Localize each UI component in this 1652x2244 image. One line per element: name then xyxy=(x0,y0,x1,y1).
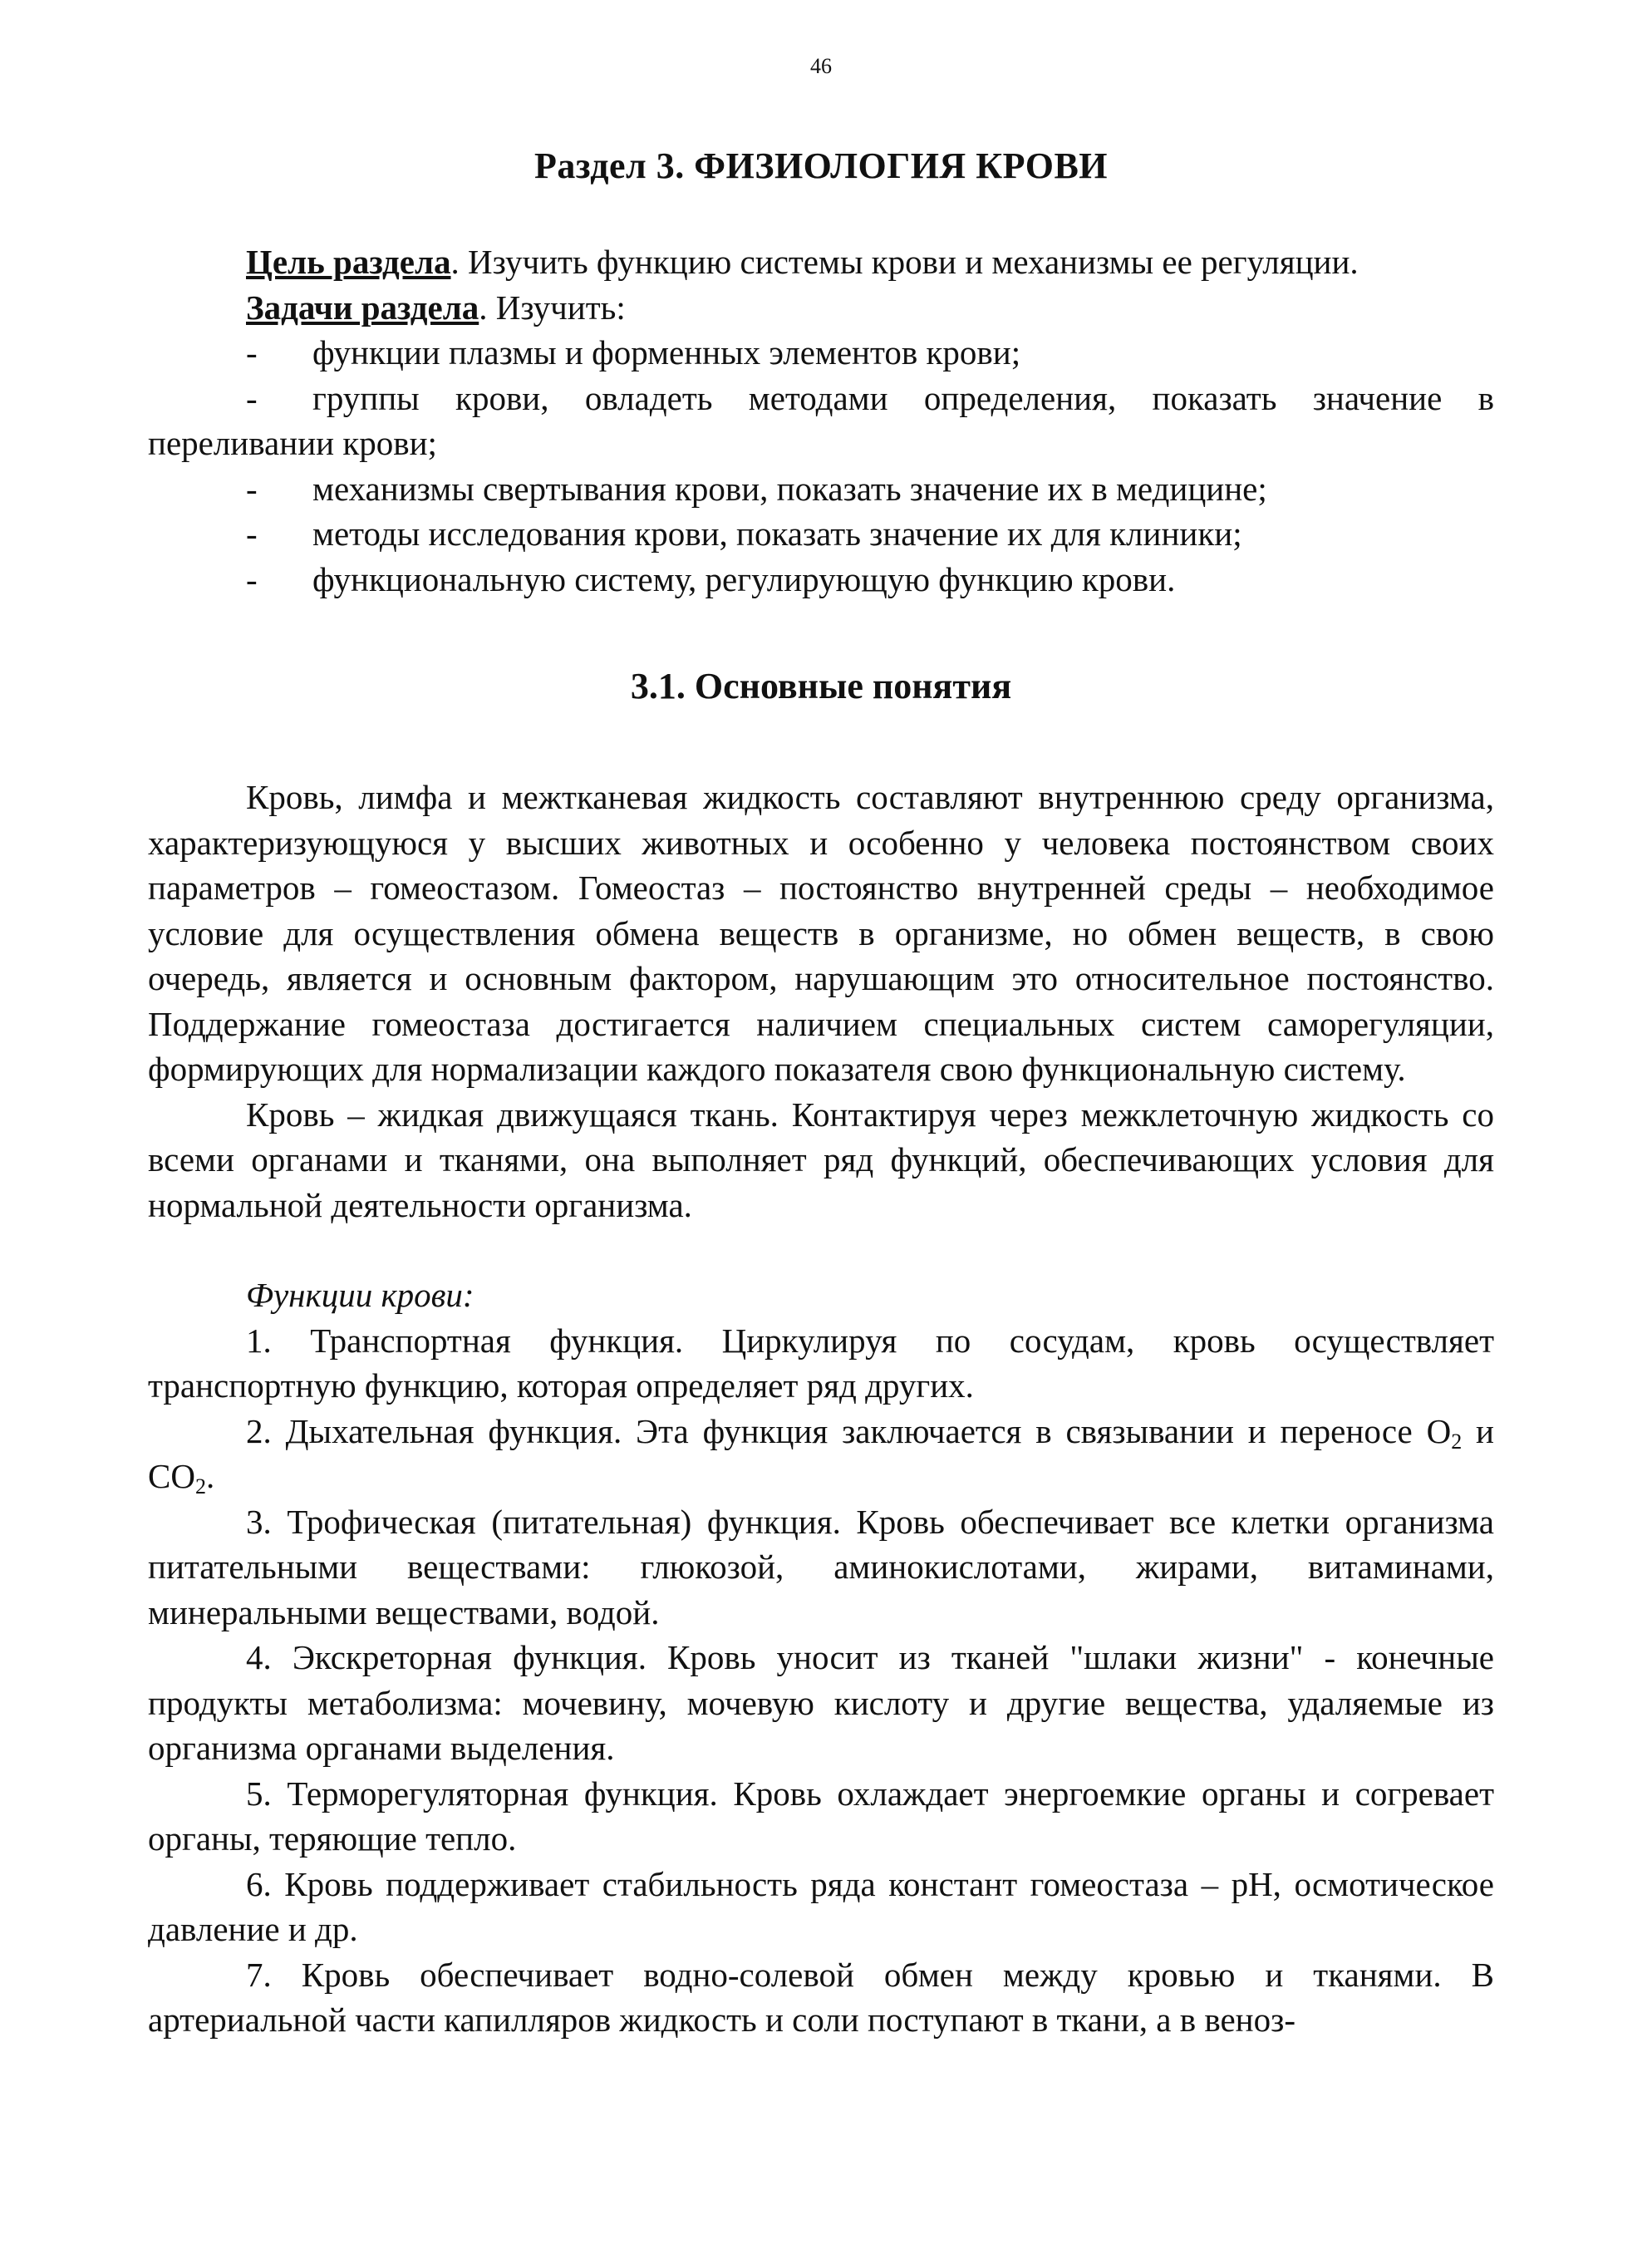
list-item xyxy=(148,466,1494,512)
page-number: 46 xyxy=(810,54,832,78)
tasks-list xyxy=(148,330,1494,602)
dash-marker: - xyxy=(246,469,258,508)
subscript: 2 xyxy=(194,1474,206,1498)
subsection-title: 3.1. Основные понятия xyxy=(630,666,1012,706)
task-text: методы исследования крови, показать значение их для клиники; xyxy=(312,514,1242,553)
function-item: 1. Транспортная функция. Циркулируя по сосудам, кровь осуществляет транспортную функцию, которая определяет ряд других. xyxy=(148,1321,1494,1405)
subscript: 2 xyxy=(1451,1429,1463,1454)
list-item xyxy=(148,511,1494,557)
function-item: 6. Кровь поддерживает стабильность ряда констант гомеостаза – pH, осмотическое давление и др. xyxy=(148,1864,1494,1948)
tasks-intro: . Изучить: xyxy=(479,288,626,327)
list-item xyxy=(148,330,1494,376)
function-item: 5. Терморегуляторная функция. Кровь охлаждает энергоемкие органы и согревает органы, теряющие тепло. xyxy=(148,1774,1494,1858)
task-text: группы крови, овладеть методами определения, показать значение в переливании крови; xyxy=(148,378,1494,462)
dash-marker: - xyxy=(246,514,258,553)
function-item xyxy=(148,1409,1494,1499)
task-text: функциональную систему, регулирующую функцию крови. xyxy=(312,559,1176,598)
tasks-label: Задачи раздела xyxy=(246,288,479,327)
section-title: Раздел 3. ФИЗИОЛОГИЯ КРОВИ xyxy=(533,145,1109,186)
functions-heading: Функции крови: xyxy=(246,1276,474,1314)
function-item: 3. Трофическая (питательная) функция. Кровь обеспечивает все клетки организма питательными веществами: глюкозой, аминокислотами, жирами, витаминами, минеральными веществами, водой. xyxy=(148,1502,1494,1631)
dash-marker: - xyxy=(246,333,258,372)
body-paragraph: Кровь, лимфа и межтканевая жидкость составляют внутреннюю среду организма, характеризующуюся у высших животных и особенно у человека постоянством своих параметров – гомеостазом. Гомеостаз – постоянство внутренней среды – необходимое условие для осуществления обмена веществ в организме, но обмен веществ, в свою очередь, является и основным фактором, нарушающим это относительное постоянство. Поддержание гомеостаза достигается наличием специальных систем саморегуляции, формирующих для нормализации каждого показателя свою функциональную систему. xyxy=(148,778,1494,1088)
goal-text: . Изучить функцию системы крови и механизмы ее регуляции. xyxy=(450,243,1359,281)
function-item: 4. Экскреторная функция. Кровь уносит из тканей "шлаки жизни" - конечные продукты метаболизма: мочевину, мочевую кислоту и другие вещества, удаляемые из организма органами выделения. xyxy=(148,1638,1494,1767)
list-item xyxy=(148,376,1494,466)
list-item xyxy=(148,557,1494,603)
function-text: 2. Дыхательная функция. Эта функция заключается в связывании и переносе O xyxy=(246,1411,1452,1450)
function-text: . xyxy=(205,1457,215,1495)
goal-paragraph xyxy=(148,239,1494,285)
task-text: механизмы свертывания крови, показать значение их в медицине; xyxy=(312,469,1267,508)
function-item: 7. Кровь обеспечивает водно-солевой обмен между кровью и тканями. В артериальной части капилляров жидкость и соли поступают в ткани, а в веноз- xyxy=(148,1955,1494,2039)
document-page xyxy=(148,50,1494,2043)
body-paragraph: Кровь – жидкая движущаяся ткань. Контактируя через межклеточную жидкость со всеми органами и тканями, она выполняет ряд функций, обеспечивающих условия для нормальной деятельности организма. xyxy=(148,1095,1494,1224)
dash-marker: - xyxy=(246,378,258,417)
tasks-intro-paragraph xyxy=(148,285,1494,331)
task-text: функции плазмы и форменных элементов крови; xyxy=(312,333,1021,372)
function-text: и CO xyxy=(148,1411,1494,1495)
goal-label: Цель раздела xyxy=(246,243,451,281)
dash-marker: - xyxy=(246,559,258,598)
